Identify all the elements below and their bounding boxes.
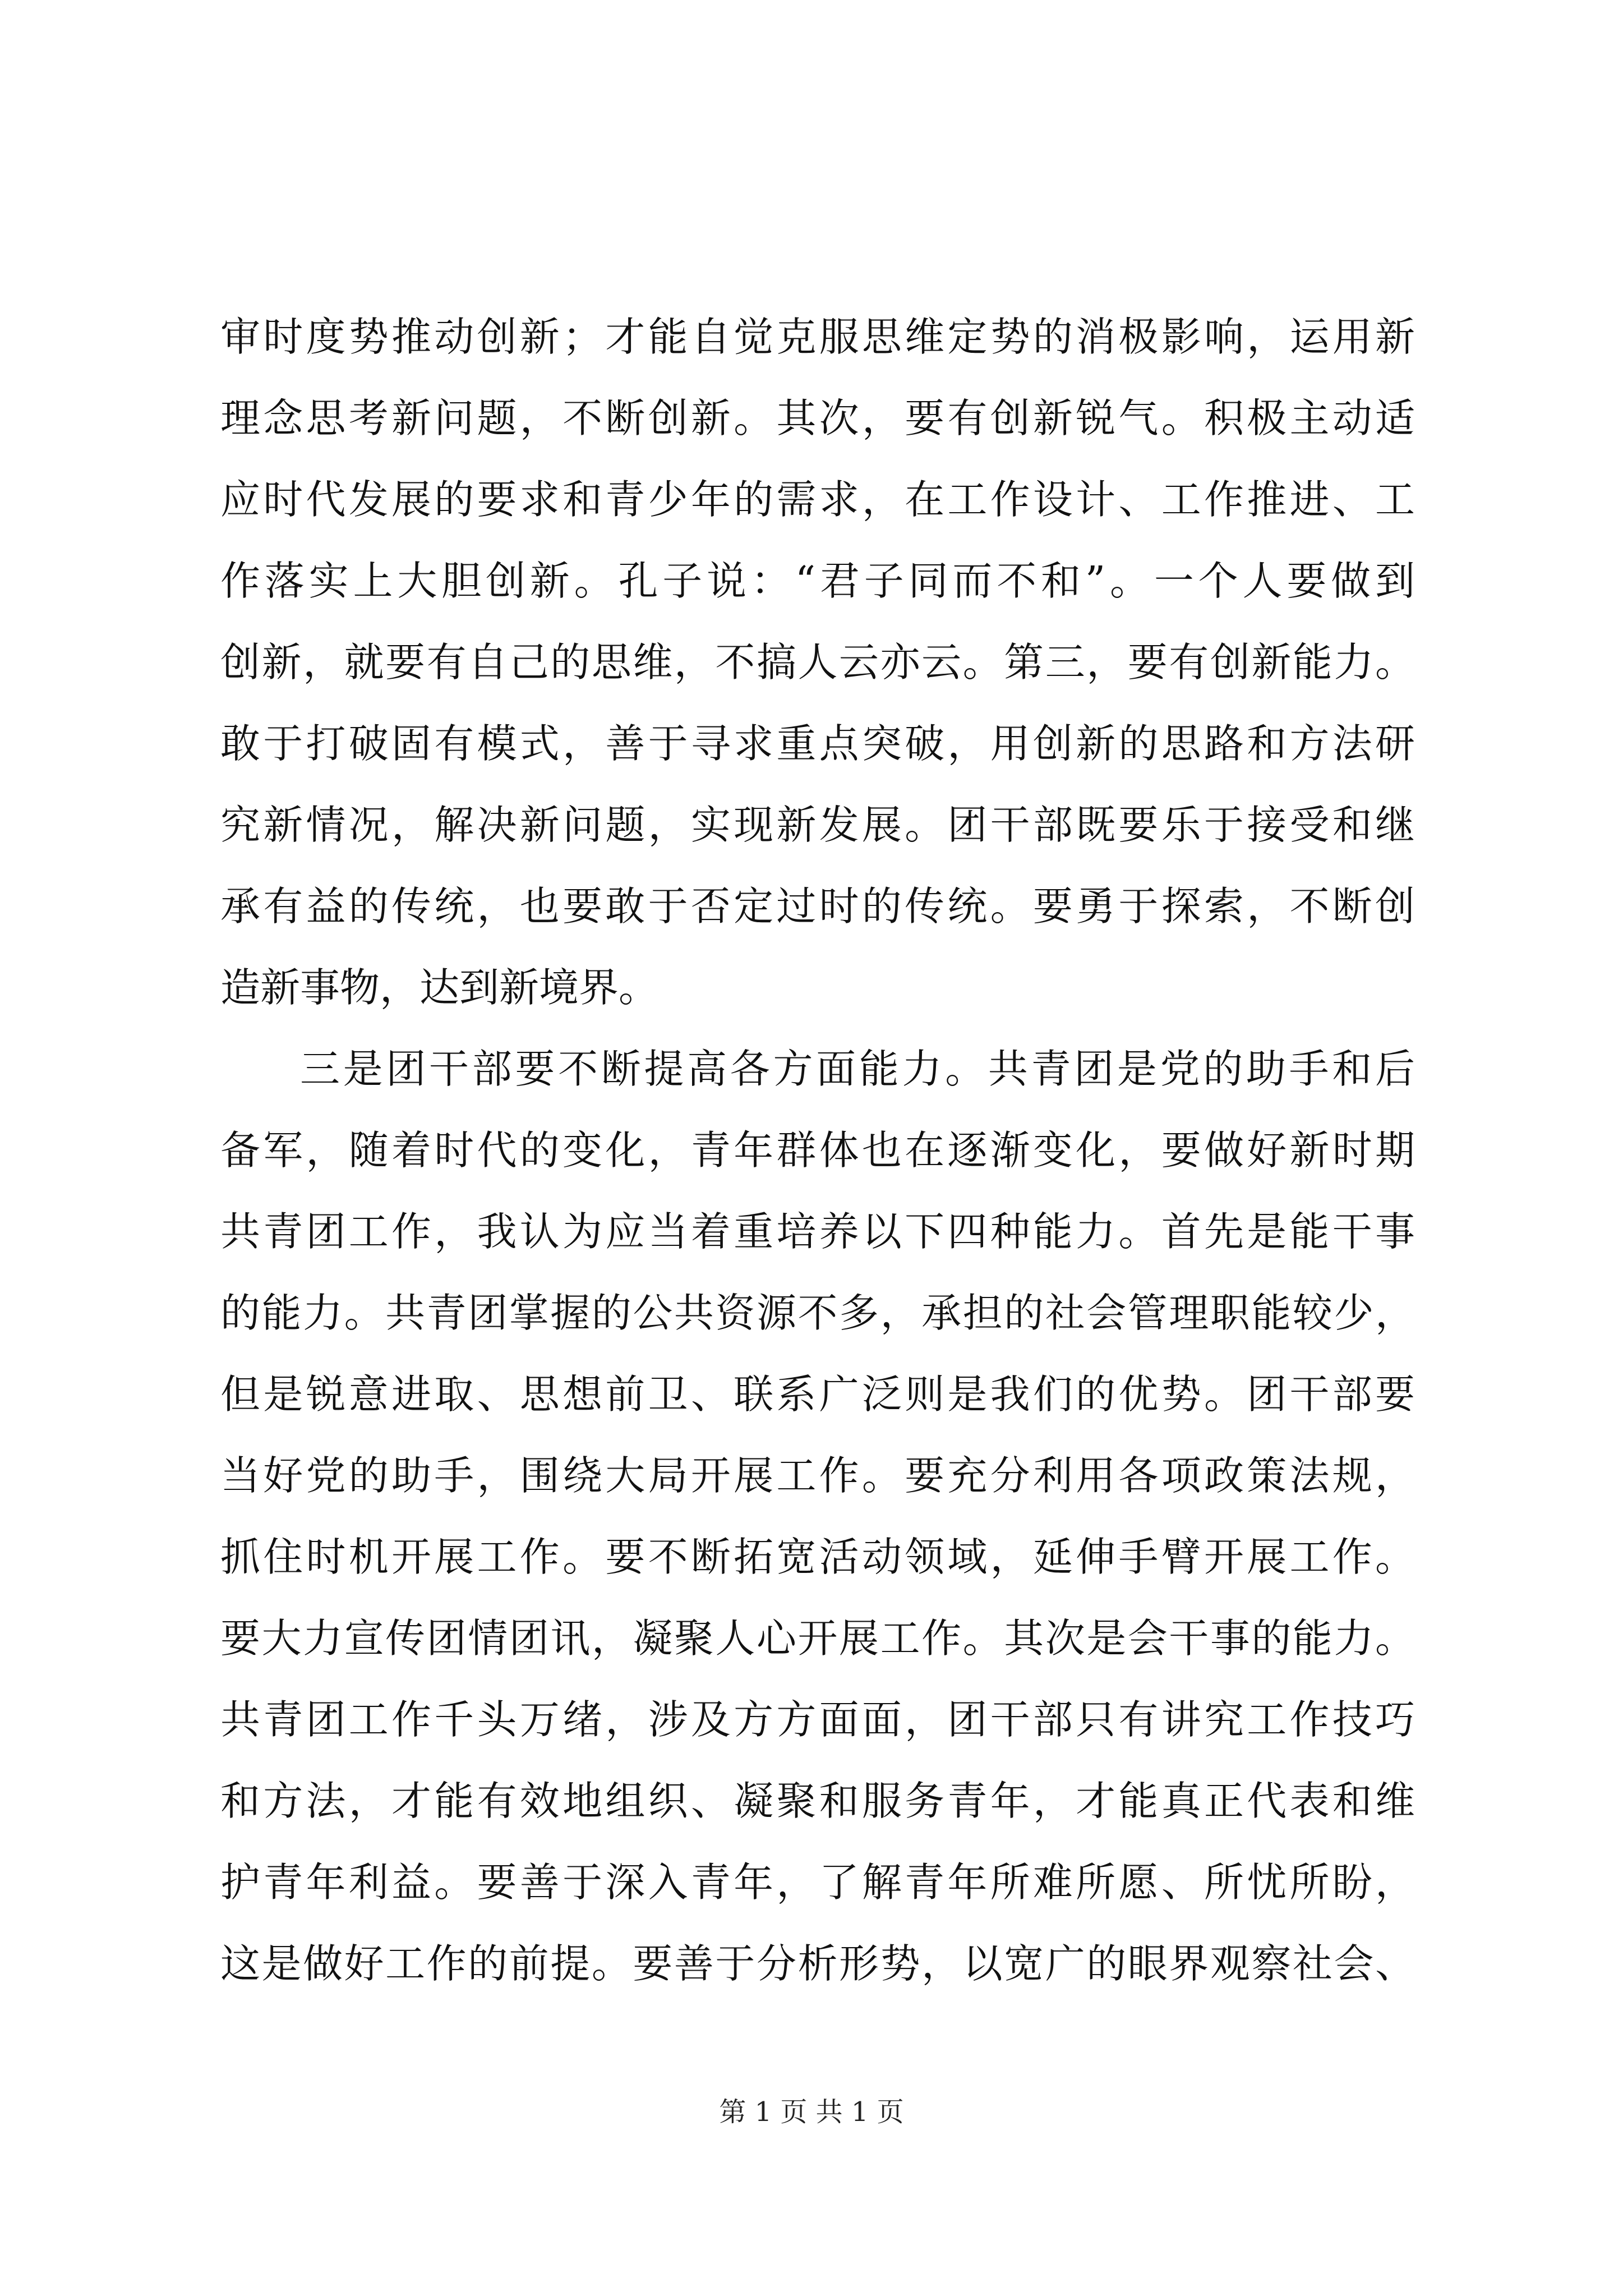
text-line: 敢于打破固有模式，善于寻求重点突破，用创新的思路和方法研: [220, 720, 1415, 767]
text-line: 究新情况，解决新问题，实现新发展。团干部既要乐于接受和继: [220, 802, 1415, 848]
text-line: 创新，就要有自己的思维，不搞人云亦云。第三，要有创新能力。: [220, 639, 1415, 685]
text-line: 共青团工作千头万绪，涉及方方面面，团干部只有讲究工作技巧: [220, 1696, 1415, 1743]
text-line: 共青团工作，我认为应当着重培养以下四种能力。首先是能干事: [220, 1208, 1415, 1255]
text-line: 当好党的助手，围绕大局开展工作。要充分利用各项政策法规，: [220, 1452, 1415, 1499]
text-line: 抓住时机开展工作。要不断拓宽活动领域，延伸手臂开展工作。: [220, 1534, 1415, 1580]
text-line: 要大力宣传团情团讯，凝聚人心开展工作。其次是会干事的能力。: [220, 1615, 1415, 1662]
text-line: 这是做好工作的前提。要善于分析形势，以宽广的眼界观察社会、: [220, 1940, 1415, 1987]
text-line: 护青年利益。要善于深入青年，了解青年所难所愿、所忧所盼，: [220, 1859, 1415, 1906]
text-line: 应时代发展的要求和青少年的需求，在工作设计、工作推进、工: [220, 476, 1415, 523]
text-line: 审时度势推动创新；才能自觉克服思维定势的消极影响，运用新: [220, 314, 1415, 360]
text-line: 和方法，才能有效地组织、凝聚和服务青年，才能真正代表和维: [220, 1778, 1415, 1824]
text-line: 但是锐意进取、思想前卫、联系广泛则是我们的优势。团干部要: [220, 1371, 1415, 1418]
paragraph-end-line: 造新事物，达到新境界。: [220, 964, 659, 1011]
text-line: 作落实上大胆创新。孔子说：“君子同而不和”。一个人要做到: [220, 558, 1415, 604]
text-line: 理念思考新问题，不断创新。其次，要有创新锐气。积极主动适: [220, 395, 1415, 441]
document-body: [220, 296, 1415, 2004]
text-line: 承有益的传统，也要敢于否定过时的传统。要勇于探索，不断创: [220, 883, 1415, 930]
text-line: 备军，随着时代的变化，青年群体也在逐渐变化，要做好新时期: [220, 1127, 1415, 1174]
paragraph-first-line: 三是团干部要不断提高各方面能力。共青团是党的助手和后: [300, 1046, 1415, 1092]
page-number-footer: 第 1 页 共 1 页: [719, 2096, 904, 2128]
text-line: 的能力。共青团掌握的公共资源不多，承担的社会管理职能较少，: [220, 1290, 1415, 1336]
